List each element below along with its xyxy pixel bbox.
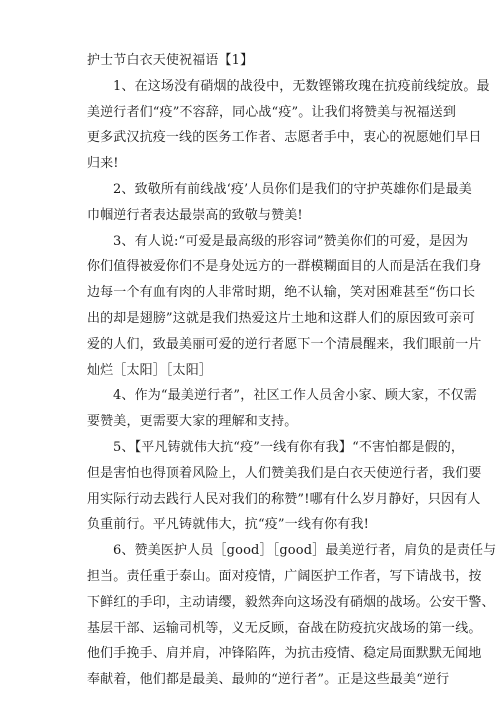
paragraph-line: 6、赞美医护人员［good］［good］最美逆行者，肩负的是责任与 (113, 543, 497, 559)
paragraph-line: 要赞美，更需要大家的理解和支持。 (87, 414, 298, 430)
paragraph-line: 更多武汉抗疫一线的医务工作者、志愿者手中，衷心的祝愿她们早日 (87, 130, 482, 146)
paragraph-line: 2、致敬所有前线战‘疫’人员你们是我们的守护英雄你们是最美 (113, 181, 472, 197)
paragraph-5 (87, 435, 482, 538)
paragraph-line: 归来! (87, 156, 119, 172)
paragraph-line: 出的却是翅膀”这就是我们热爱这片土地和这群人们的原因致可亲可 (87, 310, 476, 326)
paragraph-line: 基层干部、运输司机等，义无反顾，奋战在防疫抗灾战场的第一线。 (87, 620, 482, 636)
paragraph-line: 但是害怕也得顶着风险上，人们赞美我们是白衣天使逆行者，我们要 (87, 465, 482, 481)
paragraph-1 (87, 74, 490, 177)
paragraph-line: 他们手挽手、肩并肩，冲锋陷阵，为抗击疫情、稳定局面默默无闻地 (87, 646, 482, 662)
paragraph-line: 巾帼逆行者表达最崇高的致敬与赞美! (87, 207, 303, 223)
paragraph-line: 爱的人们，致最美丽可爱的逆行者愿下一个清晨醒来，我们眼前一片 (87, 336, 482, 352)
paragraph-line: 5、【平凡铸就伟大抗“疫”一线有你有我】“不害怕都是假的， (113, 439, 465, 455)
paragraph-4 (87, 383, 477, 435)
paragraph-line: 下鲜红的手印，主动请缨，毅然奔向这场没有硝烟的战场。公安干警、 (87, 594, 495, 610)
paragraph-line: 1、在这场没有硝烟的战役中，无数铿锵玫瑰在抗疫前线绽放。最 (113, 78, 490, 94)
paragraph-line: 担当。责任重于泰山。面对疫情，广阔医护工作者，写下请战书，按 (87, 568, 482, 584)
paragraph-line: 用实际行动去践行人民对我们的称赞”!哪有什么岁月静好，只因有人 (87, 491, 481, 507)
paragraph-line: 4、作为“最美逆行者”，社区工作人员舍小家、顾大家，不仅需 (113, 388, 477, 404)
paragraph-line: 奉献着，他们都是最美、最帅的“逆行者”。正是这些最美“逆行 (87, 672, 450, 688)
paragraph-line: 3、有人说:“可爱是最高级的形容词”赞美你们的可爱，是因为 (113, 233, 469, 249)
paragraph-line: 美逆行者们“疫”不容辞，同心战“疫”。让我们将赞美与祝福送到 (87, 104, 457, 120)
paragraph-line: 负重前行。平凡铸就伟大，抗“疫”一线有你有我! (87, 517, 369, 533)
paragraph-line: 你们值得被爱你们不是身处远方的一群模糊面目的人而是活在我们身 (87, 259, 482, 275)
paragraph-line: 边每一个有血有肉的人非常时期，绝不认输，笑对困难甚至“伤口长 (87, 285, 476, 301)
document-title: 护士节白衣天使祝福语【1】 (87, 53, 254, 68)
paragraph-2 (87, 177, 472, 229)
paragraph-3 (87, 229, 482, 384)
paragraph-line: 灿烂［太阳］［太阳］ (87, 362, 213, 378)
paragraph-6 (87, 538, 497, 693)
document-page (87, 48, 497, 693)
